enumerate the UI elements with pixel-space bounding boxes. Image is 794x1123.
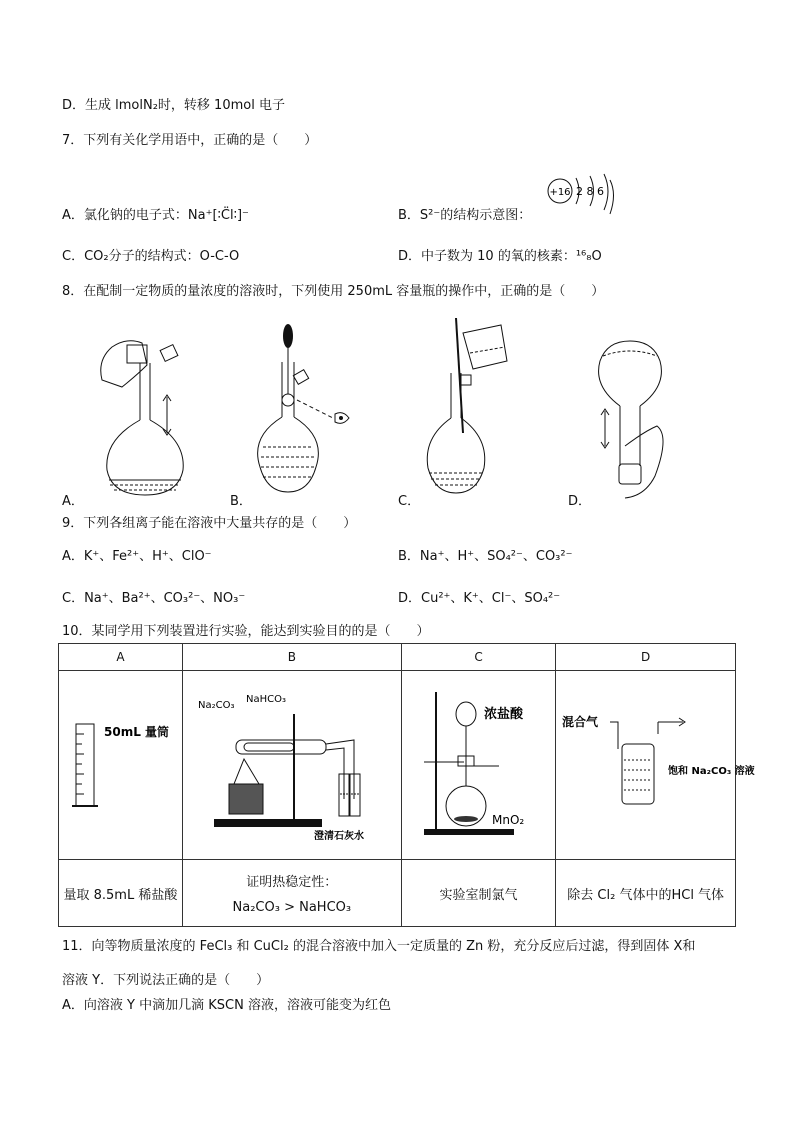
col-header-b: B: [182, 644, 401, 671]
q7-option-d: D．中子数为 10 的氧的核素：¹⁶₈O: [398, 249, 602, 264]
cell-c-image: [401, 671, 556, 860]
label-na2co3: Na₂CO₃: [198, 699, 235, 711]
label-mixed-gas: 混合气: [562, 714, 599, 729]
gas-washing-bottle-figure: [558, 674, 755, 854]
label-saturated-solution: 饱和 Na₂CO₃ 溶液: [668, 765, 755, 777]
q10-stem: 10．某同学用下列装置进行实验，能达到实验目的的是（ ）: [62, 624, 430, 639]
cell-d-image: [556, 671, 755, 860]
sulfide-ion-structure-diagram: [540, 174, 620, 216]
q7-option-a: A．氯化钠的电子式：Na⁺[∶C̈l∶]⁻: [62, 208, 249, 223]
table-image-row: [59, 671, 736, 860]
caption-d: 除去 Cl₂ 气体中的HCl 气体: [556, 860, 736, 927]
atom-nucleus-charge: +16: [549, 187, 571, 198]
label-conc-hcl: 浓盐酸: [483, 706, 523, 722]
label-nahco3: NaHCO₃: [246, 693, 287, 705]
label-mno2: MnO₂: [491, 812, 524, 827]
table-header-row: [59, 644, 736, 671]
q11-stem-line1: 11．向等物质量浓度的 FeCl₃ 和 CuCl₂ 的混合溶液中加入一定质量的 Zn 粉，充分反应后过滤，得到固体 X和: [62, 939, 696, 954]
caption-b-line1: 证明热稳定性：: [246, 875, 338, 890]
q7-stem: 7．下列有关化学用语中，正确的是（ ）: [62, 133, 318, 148]
label-limewater: 澄清石灰水: [314, 830, 365, 842]
q8-figure-a-shaking-flask: [92, 325, 202, 503]
q8-figure-c-pouring-flask: [423, 313, 533, 503]
q9-option-c: C．Na⁺、Ba²⁺、CO₃²⁻、NO₃⁻: [62, 591, 246, 606]
q6-option-d: D．生成 lmolN₂时，转移 10mol 电子: [62, 98, 285, 113]
q8-stem: 8．在配制一定物质的量浓度的溶液时，下列使用 250mL 容量瓶的操作中，正确的是（ ）: [62, 284, 605, 299]
table-caption-row: [59, 860, 736, 927]
q8-figure-d-inverted-flask: [595, 336, 685, 504]
cylinder-label: 50mL 量筒: [104, 724, 170, 739]
q8-figure-b-dropper-flask: [255, 322, 365, 502]
q8-label-d: D．: [568, 494, 592, 509]
q11-stem-line2: 溶液 Y．下列说法正确的是（ ）: [62, 973, 270, 988]
graduated-cylinder-figure: [60, 674, 180, 854]
q8-label-a: A．: [62, 494, 84, 509]
q7-option-b: B．S²⁻的结构示意图：: [398, 208, 532, 223]
cell-b-image: [182, 671, 401, 860]
col-header-d: D: [556, 644, 736, 671]
chlorine-generator-figure: [404, 674, 554, 854]
q9-option-a: A．K⁺、Fe²⁺、H⁺、ClO⁻: [62, 549, 212, 564]
q11-option-a: A．向溶液 Y 中滴加几滴 KSCN 溶液，溶液可能变为红色: [62, 998, 391, 1013]
q9-stem: 9．下列各组离子能在溶液中大量共存的是（ ）: [62, 516, 357, 531]
q9-option-b: B．Na⁺、H⁺、SO₄²⁻、CO₃²⁻: [398, 549, 573, 564]
cell-a-image: [59, 671, 183, 860]
q7-option-c: C．CO₂分子的结构式：O-C-O: [62, 249, 240, 264]
caption-c: 实验室制氯气: [401, 860, 556, 927]
q8-label-c: C．: [398, 494, 421, 509]
q8-label-b: B．: [230, 494, 252, 509]
q9-option-d: D．Cu²⁺、K⁺、Cl⁻、SO₄²⁻: [398, 591, 561, 606]
caption-b: [182, 860, 401, 927]
col-header-a: A: [59, 644, 183, 671]
q10-experiment-table: [58, 643, 755, 927]
caption-b-line2: Na₂CO₃ > NaHCO₃: [232, 900, 352, 915]
atom-shell-electrons: 2 8 6: [576, 185, 604, 198]
thermal-stability-apparatus-figure: [184, 674, 399, 854]
caption-a: 量取 8.5mL 稀盐酸: [59, 860, 183, 927]
col-header-c: C: [401, 644, 556, 671]
